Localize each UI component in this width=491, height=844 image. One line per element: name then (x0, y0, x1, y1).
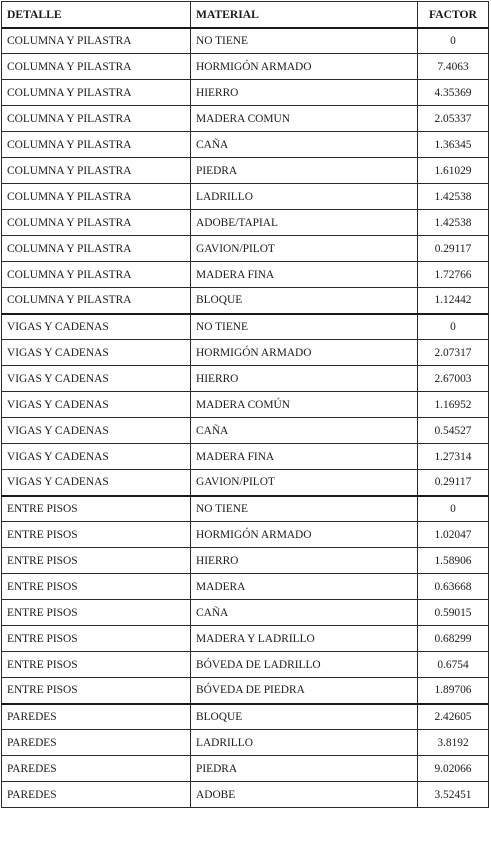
table-row (2, 600, 489, 626)
detalle-cell: PAREDES (2, 704, 191, 730)
table-row (2, 704, 489, 730)
factor-cell: 2.67003 (418, 366, 489, 392)
detalle-cell: PAREDES (2, 756, 191, 782)
table-row (2, 392, 489, 418)
detalle-cell: VIGAS Y CADENAS (2, 444, 191, 470)
detalle-cell: VIGAS Y CADENAS (2, 366, 191, 392)
detalle-cell: ENTRE PISOS (2, 600, 191, 626)
detalle-cell: COLUMNA Y PILASTRA (2, 28, 191, 54)
factor-table (1, 1, 489, 808)
detalle-cell: VIGAS Y CADENAS (2, 392, 191, 418)
material-cell: LADRILLO (191, 184, 418, 210)
detalle-cell: COLUMNA Y PILASTRA (2, 262, 191, 288)
material-cell: NO TIENE (191, 496, 418, 522)
material-cell: LADRILLO (191, 730, 418, 756)
table-row (2, 496, 489, 522)
detalle-cell: COLUMNA Y PILASTRA (2, 132, 191, 158)
header-material: MATERIAL (191, 2, 418, 28)
table-row (2, 444, 489, 470)
factor-cell: 7.4063 (418, 54, 489, 80)
header-detalle: DETALLE (2, 2, 191, 28)
factor-cell: 9.02066 (418, 756, 489, 782)
factor-cell: 0.54527 (418, 418, 489, 444)
factor-cell: 1.36345 (418, 132, 489, 158)
detalle-cell: COLUMNA Y PILASTRA (2, 106, 191, 132)
factor-cell: 2.07317 (418, 340, 489, 366)
material-cell: HORMIGÓN ARMADO (191, 522, 418, 548)
table-row (2, 730, 489, 756)
factor-cell: 0.29117 (418, 470, 489, 496)
factor-cell: 0.6754 (418, 652, 489, 678)
factor-cell: 4.35369 (418, 80, 489, 106)
material-cell: NO TIENE (191, 314, 418, 340)
table-row (2, 106, 489, 132)
material-cell: MADERA FINA (191, 262, 418, 288)
material-cell: ADOBE/TAPIAL (191, 210, 418, 236)
table-body (2, 28, 489, 808)
table-row (2, 236, 489, 262)
table-row (2, 626, 489, 652)
material-cell: BÓVEDA DE PIEDRA (191, 678, 418, 704)
material-cell: HORMIGÓN ARMADO (191, 340, 418, 366)
factor-cell: 1.42538 (418, 210, 489, 236)
detalle-cell: ENTRE PISOS (2, 626, 191, 652)
detalle-cell: COLUMNA Y PILASTRA (2, 184, 191, 210)
material-cell: NO TIENE (191, 28, 418, 54)
table-row (2, 678, 489, 704)
factor-cell: 0 (418, 496, 489, 522)
factor-cell: 1.12442 (418, 288, 489, 314)
detalle-cell: ENTRE PISOS (2, 678, 191, 704)
detalle-cell: ENTRE PISOS (2, 574, 191, 600)
factor-cell: 0 (418, 28, 489, 54)
material-cell: BÓVEDA DE LADRILLO (191, 652, 418, 678)
table-row (2, 366, 489, 392)
table-row (2, 132, 489, 158)
factor-cell: 0.63668 (418, 574, 489, 600)
material-cell: GAVION/PILOT (191, 470, 418, 496)
detalle-cell: COLUMNA Y PILASTRA (2, 210, 191, 236)
material-cell: MADERA FINA (191, 444, 418, 470)
table-row (2, 782, 489, 808)
factor-cell: 1.27314 (418, 444, 489, 470)
material-cell: MADERA Y LADRILLO (191, 626, 418, 652)
table-row (2, 548, 489, 574)
material-cell: CAÑA (191, 132, 418, 158)
material-cell: BLOQUE (191, 288, 418, 314)
detalle-cell: COLUMNA Y PILASTRA (2, 54, 191, 80)
factor-cell: 3.52451 (418, 782, 489, 808)
detalle-cell: VIGAS Y CADENAS (2, 470, 191, 496)
detalle-cell: VIGAS Y CADENAS (2, 340, 191, 366)
table-row (2, 756, 489, 782)
detalle-cell: VIGAS Y CADENAS (2, 314, 191, 340)
table-row (2, 54, 489, 80)
material-cell: CAÑA (191, 418, 418, 444)
detalle-cell: ENTRE PISOS (2, 496, 191, 522)
material-cell: HIERRO (191, 80, 418, 106)
detalle-cell: ENTRE PISOS (2, 652, 191, 678)
factor-cell: 1.16952 (418, 392, 489, 418)
factor-cell: 0.59015 (418, 600, 489, 626)
detalle-cell: ENTRE PISOS (2, 548, 191, 574)
factor-cell: 1.89706 (418, 678, 489, 704)
material-cell: MADERA COMUN (191, 106, 418, 132)
table-row (2, 470, 489, 496)
factor-cell: 3.8192 (418, 730, 489, 756)
detalle-cell: COLUMNA Y PILASTRA (2, 236, 191, 262)
material-cell: HIERRO (191, 366, 418, 392)
table-row (2, 288, 489, 314)
detalle-cell: COLUMNA Y PILASTRA (2, 158, 191, 184)
table-row (2, 652, 489, 678)
table-row (2, 340, 489, 366)
table-row (2, 184, 489, 210)
table-header-row (2, 2, 489, 28)
detalle-cell: COLUMNA Y PILASTRA (2, 288, 191, 314)
factor-cell: 1.42538 (418, 184, 489, 210)
detalle-cell: PAREDES (2, 782, 191, 808)
material-cell: MADERA (191, 574, 418, 600)
factor-cell: 2.42605 (418, 704, 489, 730)
detalle-cell: VIGAS Y CADENAS (2, 418, 191, 444)
table-row (2, 522, 489, 548)
factor-cell: 0.68299 (418, 626, 489, 652)
table-row (2, 80, 489, 106)
material-cell: BLOQUE (191, 704, 418, 730)
material-cell: GAVION/PILOT (191, 236, 418, 262)
factor-cell: 1.61029 (418, 158, 489, 184)
factor-cell: 1.02047 (418, 522, 489, 548)
table-row (2, 574, 489, 600)
detalle-cell: ENTRE PISOS (2, 522, 191, 548)
material-cell: CAÑA (191, 600, 418, 626)
factor-cell: 1.58906 (418, 548, 489, 574)
factor-cell: 0.29117 (418, 236, 489, 262)
table-row (2, 210, 489, 236)
factor-cell: 2.05337 (418, 106, 489, 132)
material-cell: MADERA COMÚN (191, 392, 418, 418)
table-row (2, 158, 489, 184)
detalle-cell: PAREDES (2, 730, 191, 756)
material-cell: ADOBE (191, 782, 418, 808)
material-cell: PIEDRA (191, 756, 418, 782)
table-row (2, 314, 489, 340)
material-cell: HORMIGÓN ARMADO (191, 54, 418, 80)
factor-cell: 0 (418, 314, 489, 340)
material-cell: HIERRO (191, 548, 418, 574)
header-factor: FACTOR (418, 2, 489, 28)
table-row (2, 28, 489, 54)
table-row (2, 418, 489, 444)
table-row (2, 262, 489, 288)
material-cell: PIEDRA (191, 158, 418, 184)
detalle-cell: COLUMNA Y PILASTRA (2, 80, 191, 106)
factor-cell: 1.72766 (418, 262, 489, 288)
